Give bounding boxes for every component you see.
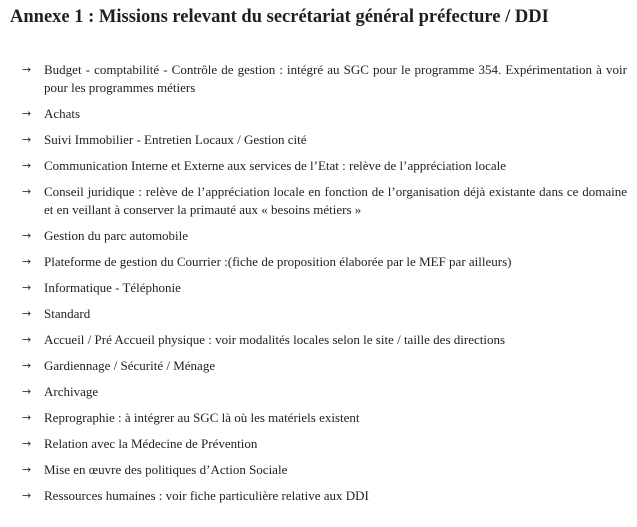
list-item <box>22 331 627 349</box>
list-item <box>22 105 627 123</box>
arrow-icon: → <box>22 463 32 476</box>
arrow-icon: → <box>22 359 32 372</box>
arrow-icon: → <box>22 255 32 268</box>
arrow-icon: → <box>22 133 32 146</box>
list-item <box>22 487 627 505</box>
arrow-icon: → <box>22 107 32 120</box>
list-item <box>22 357 627 375</box>
list-item-text: Mise en œuvre des politiques d’Action Sociale <box>44 462 288 477</box>
list-item <box>22 157 627 175</box>
list-item-text: Accueil / Pré Accueil physique : voir modalités locales selon le site / taille des directions <box>44 332 506 347</box>
list-item <box>22 253 627 271</box>
arrow-icon: → <box>22 411 32 424</box>
arrow-icon: → <box>22 281 32 294</box>
list-item-text: Ressources humaines : voir fiche particulière relative aux DDI <box>44 488 369 503</box>
list-item <box>22 279 627 297</box>
list-item-text: Budget - comptabilité - Contrôle de gestion : intégré au SGC pour le programme 354. Expérimentation à voir pour les programmes métiers <box>44 62 627 95</box>
arrow-icon: → <box>22 385 32 398</box>
list-item-text: Plateforme de gestion du Courrier :(fiche de proposition élaborée par le MEF par ailleurs) <box>44 254 512 269</box>
arrow-icon: → <box>22 63 32 76</box>
list-item <box>22 435 627 453</box>
list-item-text: Gardiennage / Sécurité / Ménage <box>44 358 216 373</box>
list-item-text: Reprographie : à intégrer au SGC là où les matériels existent <box>44 410 360 425</box>
list-item-text: Relation avec la Médecine de Prévention <box>44 436 258 451</box>
list-item <box>22 461 627 479</box>
list-item-text: Communication Interne et Externe aux services de l’Etat : relève de l’appréciation locale <box>44 158 507 173</box>
list-item <box>22 383 627 401</box>
arrow-icon: → <box>22 159 32 172</box>
page-title: Annexe 1 : Missions relevant du secrétariat général préfecture / DDI <box>10 7 549 27</box>
list-item-text: Achats <box>44 106 81 121</box>
list-item <box>22 305 627 323</box>
list-item-text: Suivi Immobilier - Entretien Locaux / Gestion cité <box>44 132 307 147</box>
list-item-text: Standard <box>44 306 91 321</box>
list-item-text: Informatique - Téléphonie <box>44 280 181 295</box>
list-item <box>22 183 627 219</box>
list-item <box>22 131 627 149</box>
list-item-text: Gestion du parc automobile <box>44 228 189 243</box>
list-item <box>22 409 627 427</box>
list-item <box>22 61 627 97</box>
arrow-icon: → <box>22 489 32 502</box>
arrow-icon: → <box>22 229 32 242</box>
arrow-icon: → <box>22 307 32 320</box>
arrow-icon: → <box>22 333 32 346</box>
arrow-icon: → <box>22 185 32 198</box>
list-item <box>22 227 627 245</box>
list-item-text: Archivage <box>44 384 99 399</box>
missions-list <box>22 61 627 513</box>
arrow-icon: → <box>22 437 32 450</box>
list-item-text: Conseil juridique : relève de l’appréciation locale en fonction de l’organisation déjà existante dans ce domaine et en veillant à conserver la primauté aux « besoins métiers » <box>44 184 627 217</box>
